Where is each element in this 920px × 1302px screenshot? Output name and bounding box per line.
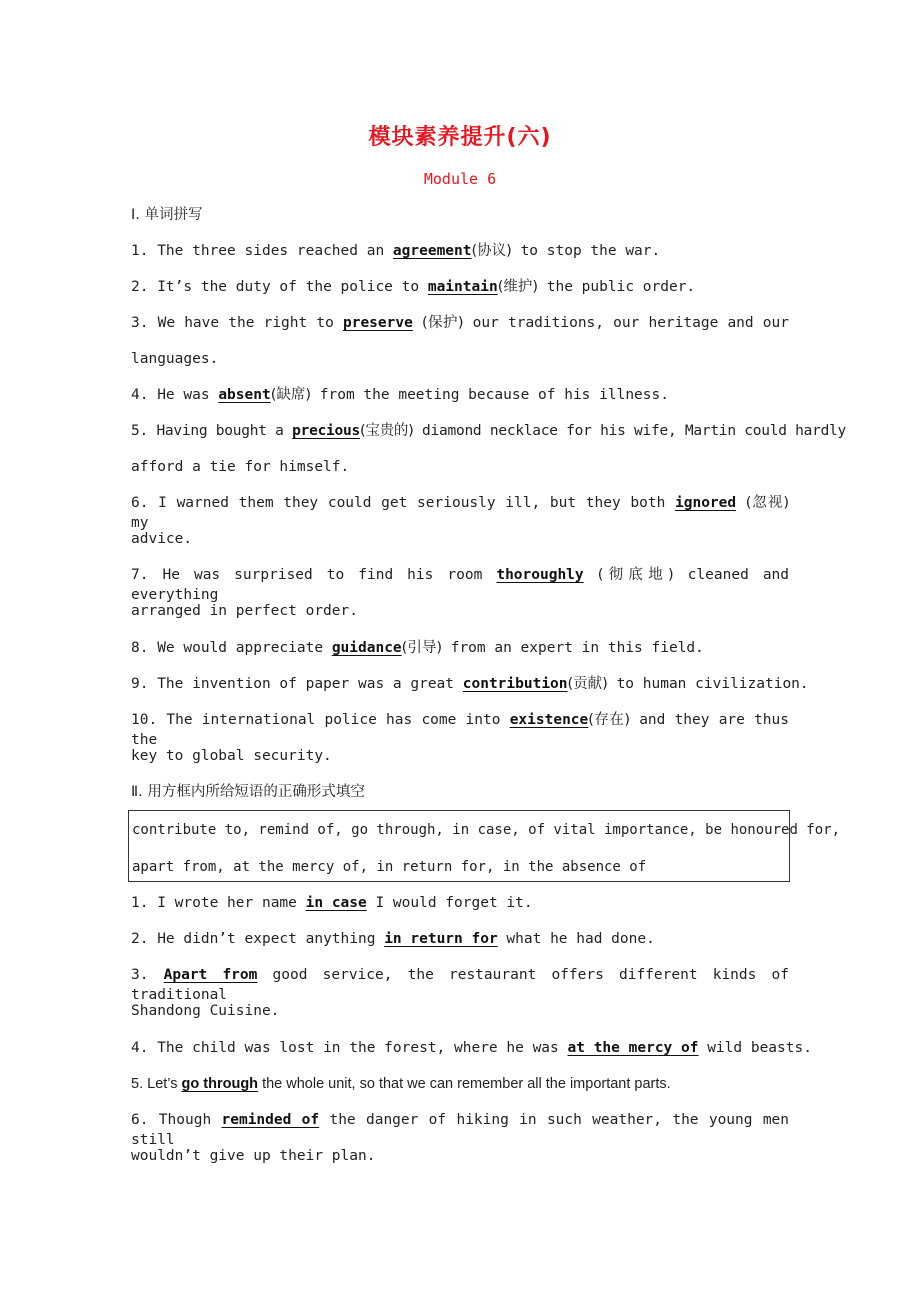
s1-answer-9: contribution <box>462 676 568 692</box>
s1-item-1: 1. The three sides reached an agreement(协议) to stop the war. <box>131 243 661 259</box>
s1-item-5-cont: afford a tie for himself. <box>131 459 350 475</box>
s1-item-5: 5. Having bought a precious(宝贵的) diamond necklace for his wife, Martin could hardly <box>131 423 847 439</box>
s1-item-7-cont: arranged in perfect order. <box>131 603 358 619</box>
s1-item-7: 7. He was surprised to find his room thoroughly (彻底地) cleaned and everything <box>131 567 790 603</box>
s2-item-2: 2. He didn’t expect anything in return for what he had done. <box>131 931 655 947</box>
s1-answer-2: maintain <box>427 279 498 295</box>
s1-item-3: 3. We have the right to preserve (保护) our traditions, our heritage and our <box>131 315 789 331</box>
s1-item-2: 2. It’s the duty of the police to maintain(维护) the public order. <box>131 279 696 295</box>
s2-item-3-cont: Shandong Cuisine. <box>131 1003 280 1019</box>
phrase-box-line-2: apart from, at the mercy of, in return for, in the absence of <box>132 859 647 875</box>
s1-answer-3: preserve <box>342 315 413 331</box>
s1-item-6-cont: advice. <box>131 531 193 547</box>
s1-answer-6: ignored <box>675 495 737 511</box>
phrase-box-line-1: contribute to, remind of, go through, in case, of vital importance, be honoured for, <box>132 822 841 838</box>
s1-item-9: 9. The invention of paper was a great contribution(贡献) to human civilization. <box>131 676 809 692</box>
page-subtitle: Module 6 <box>423 170 497 188</box>
s1-item-6: 6. I warned them they could get seriously ill, but they both ignored (忽视) my <box>131 495 789 531</box>
s2-answer-4: at the mercy of <box>567 1040 699 1056</box>
phrase-box <box>128 810 841 882</box>
s1-answer-5: precious <box>292 423 360 439</box>
s2-item-4: 4. The child was lost in the forest, where he was at the mercy of wild beasts. <box>131 1040 812 1056</box>
section2-heading: Ⅱ. 用方框内所给短语的正确形式填空 <box>131 784 365 800</box>
s2-answer-3: Apart from <box>163 967 258 983</box>
s1-item-10: 10. The international police has come into existence(存在) and they are thus the <box>131 712 789 748</box>
page-title: 模块素养提升(六) <box>368 125 552 150</box>
s2-item-3: 3. Apart from good service, the restaurant offers different kinds of traditional <box>131 967 789 1003</box>
s2-answer-1: in case <box>305 895 367 911</box>
s1-item-10-cont: key to global security. <box>131 748 332 764</box>
s2-answer-5: go through <box>181 1076 259 1092</box>
s2-item-6: 6. Though reminded of the danger of hiking in such weather, the young men still <box>131 1112 790 1148</box>
s1-answer-8: guidance <box>331 640 402 656</box>
s1-item-8: 8. We would appreciate guidance(引导) from an expert in this field. <box>131 640 704 656</box>
section1-heading: Ⅰ. 单词拼写 <box>131 207 203 223</box>
s1-item-4: 4. He was absent(缺席) from the meeting because of his illness. <box>131 387 669 403</box>
s1-answer-10: existence <box>509 712 589 728</box>
s1-answer-1: agreement <box>392 243 472 259</box>
s2-item-5: 5. Let’s go through the whole unit, so that we can remember all the important parts. <box>131 1076 671 1092</box>
s2-item-6-cont: wouldn’t give up their plan. <box>131 1148 376 1164</box>
s1-item-3-cont: languages. <box>131 351 219 367</box>
s2-answer-6: reminded of <box>221 1112 320 1128</box>
s1-answer-7: thoroughly <box>496 567 584 583</box>
s2-item-1: 1. I wrote her name in case I would forget it. <box>131 895 533 911</box>
s1-answer-4: absent <box>218 387 271 403</box>
s2-answer-2: in return for <box>384 931 498 947</box>
